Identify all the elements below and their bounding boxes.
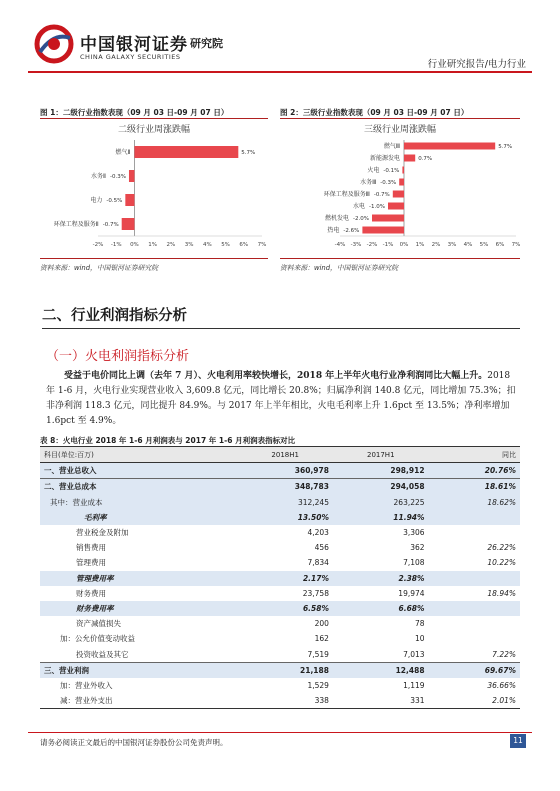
figure-2-source: 资料来源：wind，中国银河证券研究院 xyxy=(280,264,399,272)
table-row xyxy=(40,616,520,631)
row-value: 11.94% xyxy=(333,510,429,525)
row-value: 312,245 xyxy=(237,495,333,510)
row-label: 资产减值损失 xyxy=(76,619,121,629)
bar xyxy=(362,227,404,234)
row-value: 338 xyxy=(237,693,333,709)
bar xyxy=(402,167,404,174)
company-name-cn: 中国银河证券 xyxy=(80,35,188,55)
row-value xyxy=(429,525,520,540)
figure-1-rule xyxy=(40,118,268,119)
figure-2-caption: 图 2：三级行业指数表现（09 月 03 日-09 月 07 日） xyxy=(280,108,469,117)
row-value: 23,758 xyxy=(302,588,329,598)
category-label: 环保工程及服务Ⅱ xyxy=(53,221,99,228)
x-tick-label: 2% xyxy=(431,242,441,248)
bar xyxy=(404,155,415,162)
row-value: 18.61% xyxy=(429,479,520,495)
category-label: 火电 xyxy=(367,167,380,174)
galaxy-logo-icon xyxy=(34,24,74,64)
row-value: 20.76% xyxy=(429,463,520,479)
figure-2-chart xyxy=(280,136,520,260)
row-value: 263,225 xyxy=(333,495,429,510)
row-value: 7,519 xyxy=(307,649,329,659)
table-row xyxy=(40,540,520,555)
data-label: -0.3% xyxy=(380,180,397,186)
x-tick-label: 1% xyxy=(148,242,158,248)
row-label: 三、营业利润 xyxy=(40,662,237,678)
company-name-en: CHINA GALAXY SECURITIES xyxy=(80,53,181,61)
x-tick-label: 6% xyxy=(239,242,249,248)
row-value xyxy=(429,571,520,586)
bar xyxy=(129,170,134,182)
x-tick-label: 4% xyxy=(463,242,473,248)
row-value: 3,306 xyxy=(403,528,425,538)
x-tick-label: -3% xyxy=(350,242,362,248)
table-header-cell: 科目(单位:百万) xyxy=(40,447,237,463)
row-value: 7,834 xyxy=(307,558,329,568)
figure-1-source: 资料来源：wind，中国银河证券研究院 xyxy=(40,264,159,272)
row-value: 21,188 xyxy=(237,662,333,678)
data-label: -0.5% xyxy=(106,198,123,204)
x-tick-label: 3% xyxy=(447,242,457,248)
category-label: 燃气Ⅱ xyxy=(115,149,131,156)
x-tick-label: -2% xyxy=(92,242,104,248)
figure-1-chart xyxy=(40,136,268,260)
category-label: 水电 xyxy=(353,203,366,210)
table-row xyxy=(40,571,520,586)
category-label: 燃气Ⅲ xyxy=(383,143,400,150)
table-row xyxy=(40,693,520,709)
row-value: 2.38% xyxy=(333,571,429,586)
row-label: 投资收益及其它 xyxy=(76,649,129,659)
category-label: 水务Ⅱ xyxy=(91,173,107,180)
table-row xyxy=(40,525,520,540)
x-tick-label: 7% xyxy=(511,242,520,248)
figure-2-rule xyxy=(280,118,520,119)
x-tick-label: 7% xyxy=(257,242,267,248)
table-caption: 表 8：火电行业 2018 年 1-6 月利润表与 2017 年 1-6 月利润表指标对比 xyxy=(40,436,296,445)
x-tick-label: -1% xyxy=(382,242,394,248)
row-label: 毛利率 xyxy=(40,510,237,525)
bar xyxy=(393,191,404,198)
row-label: 销售费用 xyxy=(76,543,106,553)
x-tick-label: 4% xyxy=(202,242,212,248)
table-row xyxy=(40,678,520,693)
bar xyxy=(134,146,238,158)
x-tick-label: 0% xyxy=(399,242,409,248)
row-label: 二、营业总成本 xyxy=(40,479,237,495)
x-tick-label: 0% xyxy=(130,242,139,248)
table-header-cell: 同比 xyxy=(429,447,520,463)
row-label: 加：营业外收入 xyxy=(60,680,113,690)
row-value xyxy=(429,601,520,616)
x-tick-label: -4% xyxy=(334,242,346,248)
row-value: 294,058 xyxy=(333,479,429,495)
data-label: -2.6% xyxy=(343,228,360,234)
figure-2-bottom-rule xyxy=(280,258,520,259)
row-value: 6.58% xyxy=(237,601,333,616)
category-label: 电力 xyxy=(90,197,103,204)
row-label: 一、营业总收入 xyxy=(40,463,237,479)
report-type: 行业研究报告/电力行业 xyxy=(427,59,526,70)
footer-divider xyxy=(28,732,532,733)
row-value: 200 xyxy=(314,619,329,629)
x-tick-label: 5% xyxy=(221,242,230,248)
table-header-cell: 2018H1 xyxy=(237,447,333,463)
footer-disclaimer: 请务必阅读正文最后的中国银河证券股份公司免责声明。 xyxy=(40,738,228,747)
row-value xyxy=(429,631,520,646)
row-value: 19,974 xyxy=(398,588,425,598)
row-value: 7.22% xyxy=(492,649,516,659)
bar xyxy=(388,203,404,210)
row-value: 348,783 xyxy=(237,479,333,495)
header-divider xyxy=(28,71,532,73)
row-label: 财务费用 xyxy=(76,588,106,598)
row-value: 331 xyxy=(333,693,429,709)
bar xyxy=(122,218,135,230)
table-row xyxy=(40,586,520,601)
x-tick-label: -2% xyxy=(366,242,378,248)
bar xyxy=(125,194,134,206)
row-value: 7,108 xyxy=(403,558,425,568)
row-value: 7,013 xyxy=(403,649,425,659)
category-label: 新能源发电 xyxy=(369,155,400,162)
row-value: 2.17% xyxy=(237,571,333,586)
row-value xyxy=(429,510,520,525)
table-row xyxy=(40,495,520,510)
row-label: 加：公允价值变动收益 xyxy=(60,634,135,644)
row-value: 298,912 xyxy=(333,463,429,479)
table-row xyxy=(40,646,520,662)
x-tick-label: 5% xyxy=(479,242,489,248)
table-header-row xyxy=(40,447,520,463)
figure-1-bottom-rule xyxy=(40,258,268,259)
table-row xyxy=(40,463,520,479)
row-value: 162 xyxy=(314,634,329,644)
row-value: 456 xyxy=(314,543,329,553)
x-tick-label: -1% xyxy=(110,242,122,248)
row-label: 其中：营业成本 xyxy=(40,495,237,510)
row-value: 1,119 xyxy=(403,680,425,690)
subsection-heading: （一）火电利润指标分析 xyxy=(46,349,190,364)
data-label: -2.0% xyxy=(353,216,369,222)
category-label: 环保工程及服务Ⅲ xyxy=(323,191,370,198)
row-value xyxy=(429,616,520,631)
x-tick-label: 2% xyxy=(166,242,176,248)
table-row xyxy=(40,601,520,616)
bar xyxy=(399,179,404,186)
row-value: 18.62% xyxy=(429,495,520,510)
bar xyxy=(404,143,495,150)
row-value: 10 xyxy=(415,634,425,644)
data-label: -0.7% xyxy=(102,222,119,228)
row-value: 13.50% xyxy=(237,510,333,525)
section-heading: 二、行业利润指标分析 xyxy=(42,307,187,324)
institute-label: 研究院 xyxy=(190,37,223,50)
table-header-cell: 2017H1 xyxy=(333,447,429,463)
row-value: 6.68% xyxy=(333,601,429,616)
data-label: -1.0% xyxy=(369,204,385,210)
row-value: 26.22% xyxy=(487,543,516,553)
row-label: 减：营业外支出 xyxy=(40,693,237,709)
row-value: 4,203 xyxy=(307,528,329,538)
data-label: 5.7% xyxy=(498,144,513,150)
bar xyxy=(372,215,404,222)
table-row xyxy=(40,662,520,678)
x-tick-label: 3% xyxy=(184,242,194,248)
row-label: 营业税金及附加 xyxy=(76,528,129,538)
table-row xyxy=(40,631,520,646)
row-value: 1,529 xyxy=(307,680,329,690)
row-value: 10.22% xyxy=(487,558,516,568)
table-row xyxy=(40,479,520,495)
data-label: -0.1% xyxy=(383,168,400,174)
table-row xyxy=(40,555,520,570)
row-value: 12,488 xyxy=(333,662,429,678)
row-label: 管理费用率 xyxy=(40,571,237,586)
row-label: 管理费用 xyxy=(76,558,106,568)
paragraph-lead: 受益于电价同比上调（去年 7 月）、火电利用率较快增长，2018 年上半年火电行业净利润同比大幅上升。 xyxy=(64,371,488,381)
page-number: 11 xyxy=(510,734,526,748)
x-tick-label: 6% xyxy=(495,242,505,248)
table-row xyxy=(40,510,520,525)
paragraph-body: 2018 年 1-6 月，火电行业实现营业收入 3,609.8 亿元，同比增长 20.8%；归属净利润 140.8 亿元，同比增加 75.3%；扣非净利润 118.3 亿元，同比提升 84.9%。与 2017 年上半年相比，火电毛利率上升 1.6pct 至 13.5%；净利率增加 1.6pct 至 4.9%。 xyxy=(46,371,516,426)
category-label: 热电 xyxy=(327,227,340,234)
figure-1-title: 二级行业周涨跌幅 xyxy=(117,125,190,135)
category-label: 燃机发电 xyxy=(325,215,350,222)
figure-1-caption: 图 1：二级行业指数表现（09 月 03 日-09 月 07 日） xyxy=(40,108,229,117)
data-label: -0.3% xyxy=(110,174,126,180)
row-value: 18.94% xyxy=(487,588,516,598)
data-label: -0.7% xyxy=(373,192,390,198)
data-label: 0.7% xyxy=(418,156,433,162)
row-value: 2.01% xyxy=(429,693,520,709)
figure-2-title: 三级行业周涨跌幅 xyxy=(363,125,436,135)
row-value: 36.66% xyxy=(487,680,516,690)
body-paragraph xyxy=(46,369,518,429)
data-label: 5.7% xyxy=(241,150,256,156)
profit-table xyxy=(40,446,520,709)
category-label: 水务Ⅲ xyxy=(360,179,377,186)
x-tick-label: 1% xyxy=(415,242,425,248)
row-value: 360,978 xyxy=(237,463,333,479)
row-label: 财务费用率 xyxy=(40,601,237,616)
section-heading-rule xyxy=(42,328,520,329)
row-value: 362 xyxy=(410,543,425,553)
row-value: 69.67% xyxy=(429,662,520,678)
row-value: 78 xyxy=(415,619,425,629)
